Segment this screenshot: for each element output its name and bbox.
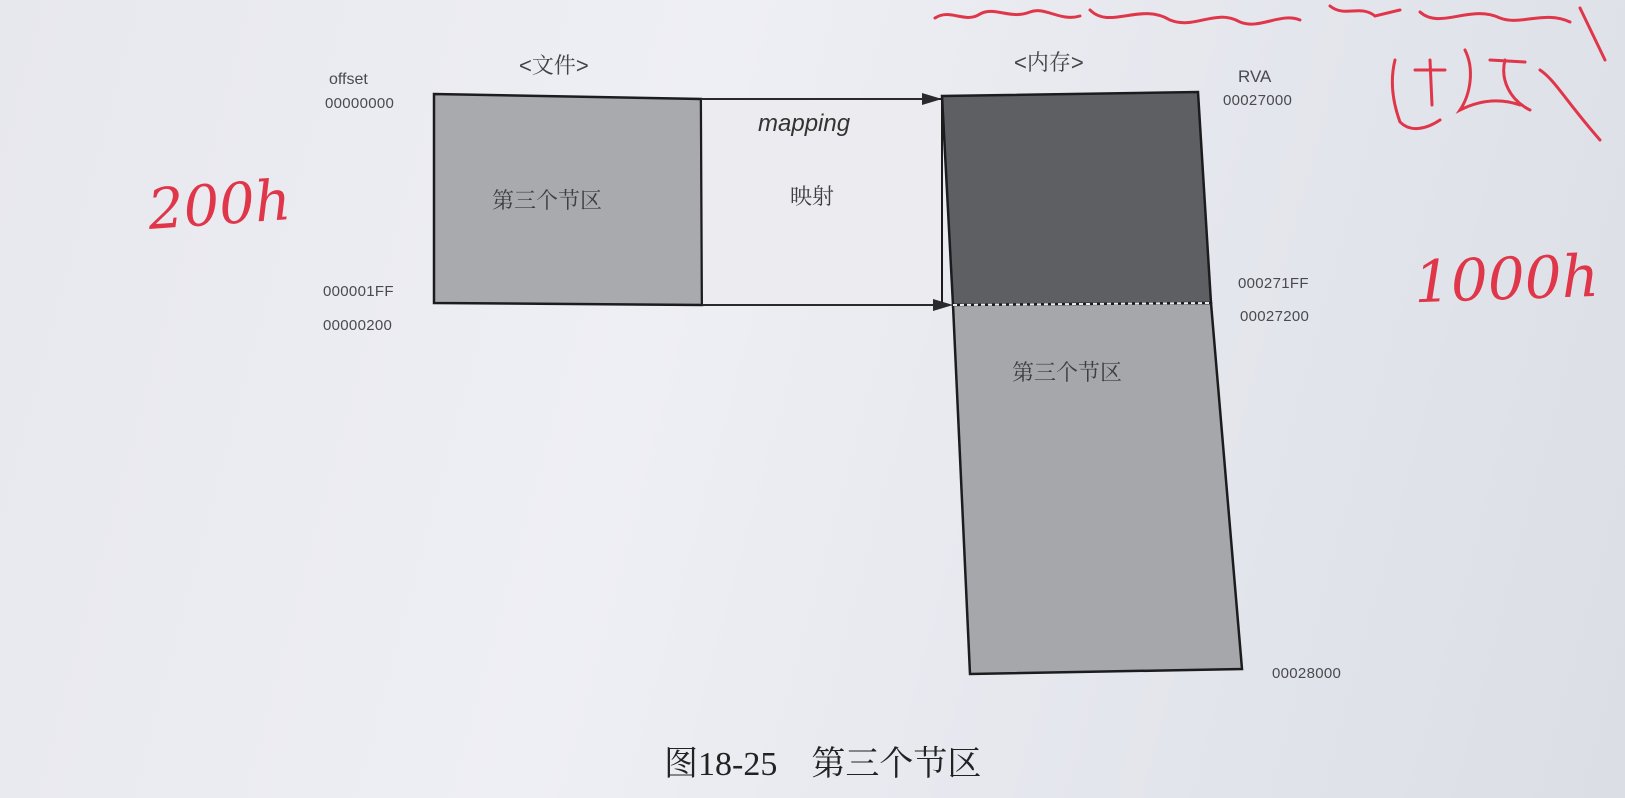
memory-section-box: [953, 303, 1242, 674]
memory-start-rva: 00027000: [1223, 92, 1293, 109]
handwritten-note-1000h: 1000h: [1412, 241, 1601, 317]
mapping-label-zh: 映射: [790, 184, 835, 209]
rva-axis-label: RVA: [1238, 67, 1272, 86]
memory-section-start-rva: 00027200: [1240, 308, 1310, 325]
memory-section-box-label: 第三个节区: [1012, 360, 1123, 385]
memory-end-rva: 00028000: [1272, 665, 1342, 682]
memory-header: <内存>: [1014, 50, 1084, 75]
offset-axis-label: offset: [329, 71, 368, 88]
figure-caption: [664, 748, 981, 782]
memory-end-of-first-rva: 000271FF: [1238, 275, 1309, 292]
file-start-offset: 00000000: [325, 95, 395, 112]
file-header: <文件>: [519, 53, 589, 78]
file-end-offset: 000001FF: [323, 283, 394, 300]
figure-title: 第三个节区: [811, 746, 982, 783]
memory-pre-section-block: [942, 92, 1211, 305]
mapping-label-en: mapping: [758, 110, 851, 137]
handwritten-note-200h: 200h: [145, 168, 294, 243]
figure-number: 图18-25: [664, 746, 778, 783]
file-section-box-label: 第三个节区: [492, 188, 603, 213]
handwritten-scribble-right: [1392, 50, 1600, 140]
file-next-offset: 00000200: [323, 317, 393, 334]
